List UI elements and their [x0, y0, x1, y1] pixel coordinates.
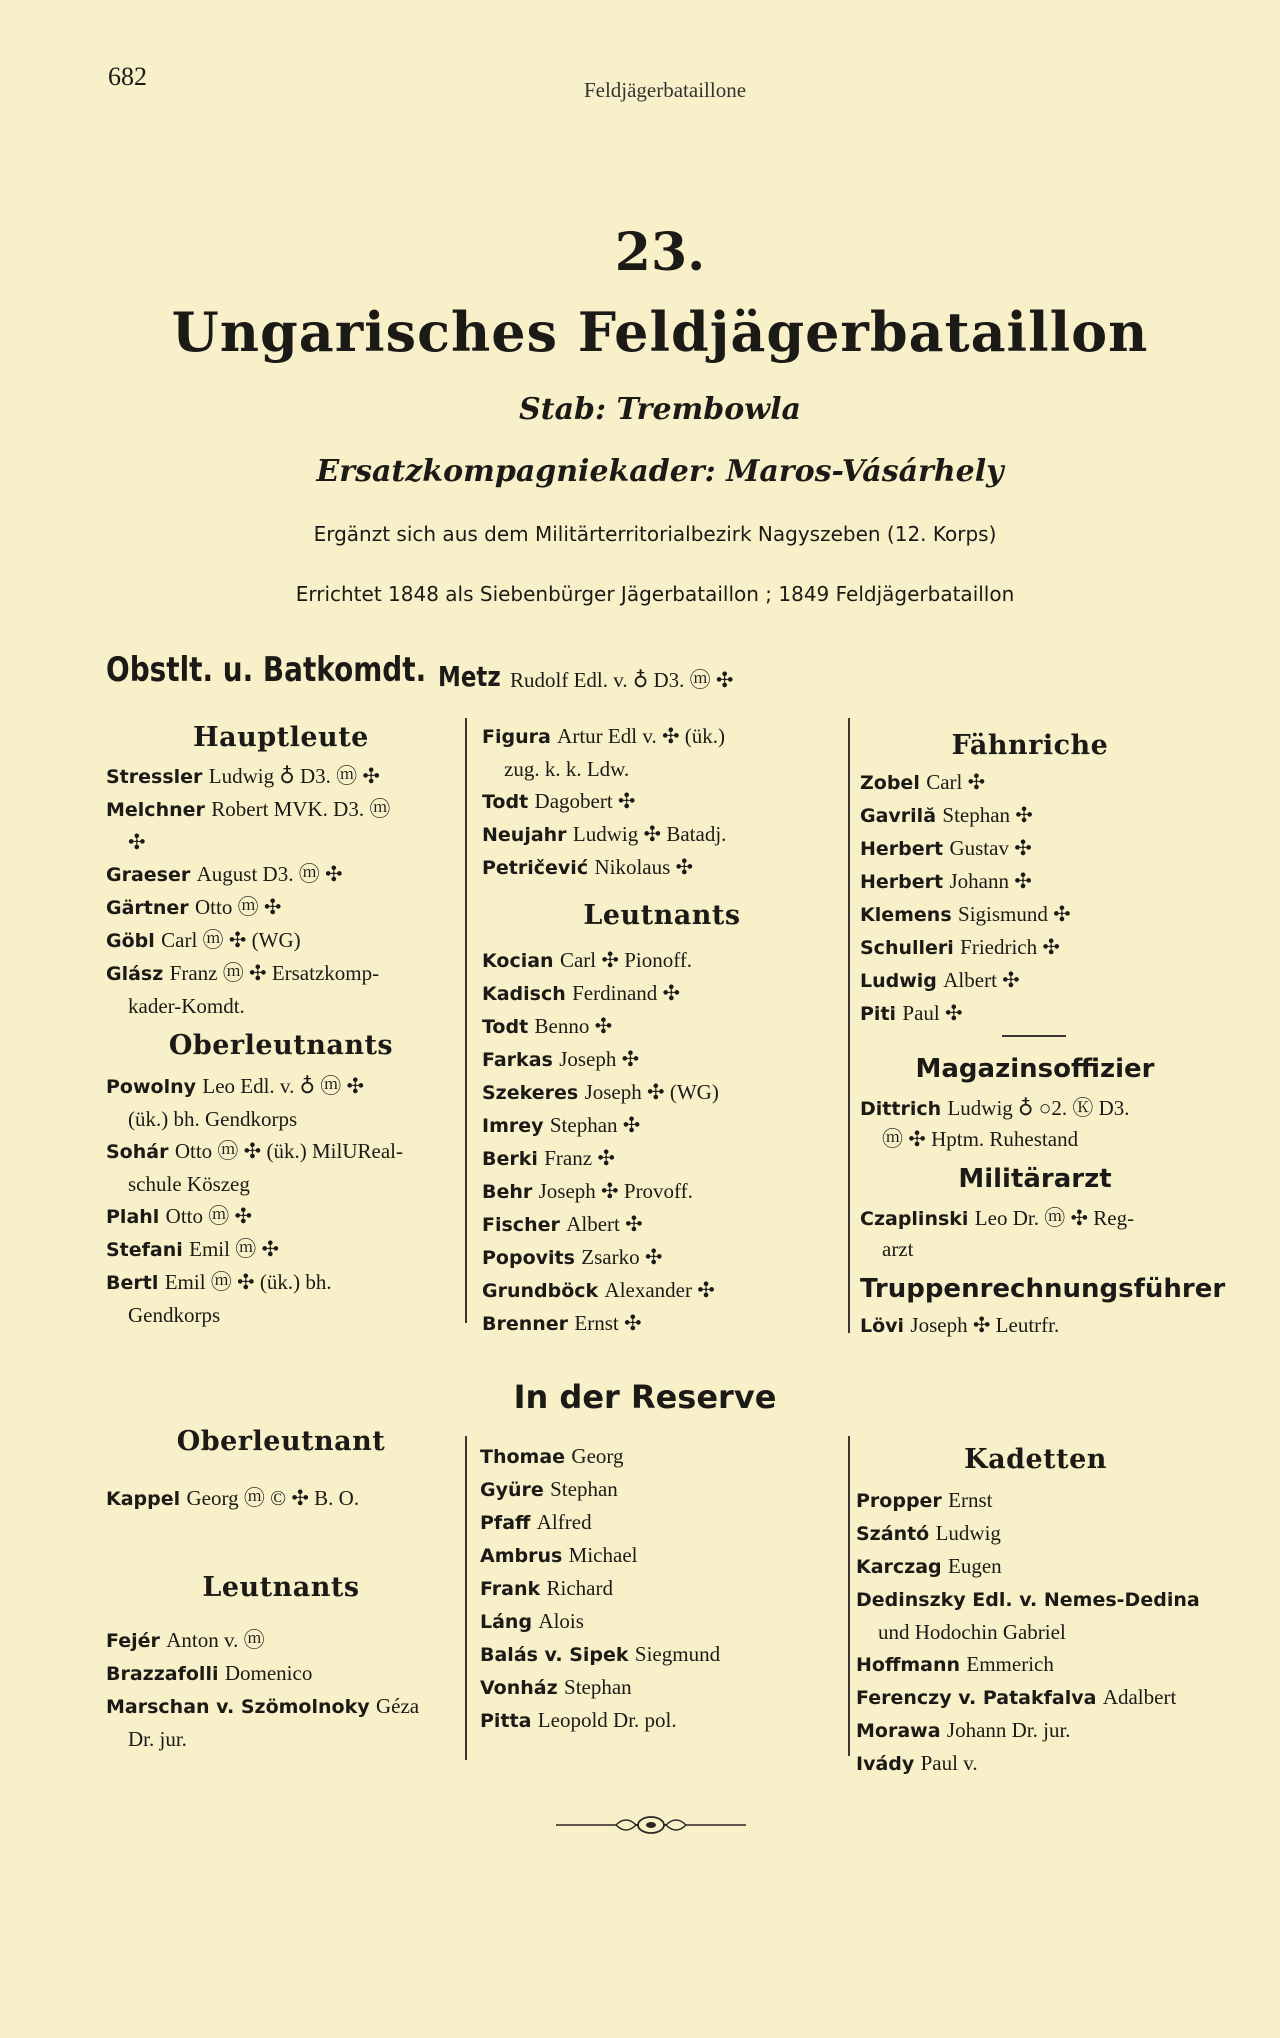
entry-details: zug. k. k. Ldw. — [504, 757, 630, 781]
oberleutnants-list — [106, 1070, 461, 1331]
entry-surname: Dedinszky Edl. v. Nemes-Dedina — [856, 1589, 1200, 1611]
name-entry — [482, 944, 842, 977]
entry-surname: Czaplinski — [860, 1208, 969, 1230]
entry-details: Joseph ✣ — [559, 1047, 640, 1071]
name-entry — [860, 964, 1210, 997]
heading-truppenrechnungsfuehrer: Truppenrechnungsführer — [860, 1274, 1226, 1304]
entry-details: Alois — [538, 1609, 584, 1633]
entry-details: Zsarko ✣ — [581, 1245, 663, 1269]
entry-surname: Pitta — [480, 1710, 532, 1732]
entry-details: Alexander ✣ — [604, 1278, 715, 1302]
magazin-list — [860, 1093, 1220, 1154]
column-divider-2 — [848, 718, 850, 1333]
entry-surname: Kocian — [482, 950, 554, 972]
entry-surname: Plahl — [106, 1206, 160, 1228]
name-entry — [856, 1747, 1226, 1780]
entry-details: Leo Dr. ⓜ ✣ Reg- — [974, 1206, 1135, 1230]
entry-details: Stephan — [550, 1477, 618, 1501]
entry-surname: Balás v. Sipek — [480, 1644, 629, 1666]
entry-details: Domenico — [224, 1661, 313, 1685]
entry-surname: Stefani — [106, 1239, 183, 1261]
entry-details: Franz ⓜ ✣ Ersatzkomp- — [169, 961, 380, 985]
entry-details: Robert MVK. D3. ⓜ — [211, 797, 391, 821]
entry-surname: Herbert — [860, 838, 944, 860]
name-entry — [860, 766, 1210, 799]
heading-kadetten: Kadetten — [964, 1444, 1107, 1475]
battalion-number: 23. — [614, 222, 706, 283]
entry-details: Gustav ✣ — [949, 836, 1032, 860]
heading-magazinsoffizier: Magazinsoffizier — [915, 1054, 1155, 1084]
name-entry — [856, 1616, 1226, 1648]
entry-surname: Lövi — [860, 1315, 905, 1337]
entry-details: Leopold Dr. pol. — [537, 1708, 677, 1732]
entry-details: Adalbert — [1102, 1685, 1177, 1709]
entry-surname: Láng — [480, 1611, 533, 1633]
name-entry — [106, 1200, 461, 1233]
entry-surname: Thomae — [480, 1446, 566, 1468]
entry-surname: Fejér — [106, 1630, 160, 1652]
name-entry — [480, 1605, 845, 1638]
entry-details: kader-Komdt. — [128, 994, 245, 1018]
name-entry — [482, 753, 842, 785]
entry-details: Joseph ✣ Leutrfr. — [910, 1313, 1060, 1337]
name-entry — [856, 1550, 1226, 1583]
heading-hauptleute: Hauptleute — [193, 722, 369, 753]
name-entry — [106, 1266, 461, 1299]
name-entry — [482, 1043, 842, 1076]
name-entry — [480, 1539, 845, 1572]
name-entry — [856, 1484, 1226, 1517]
name-entry — [106, 990, 461, 1022]
reserve-oberleutnant-list — [106, 1482, 466, 1515]
entry-details: Emil ⓜ ✣ (ük.) bh. — [164, 1270, 332, 1294]
name-entry — [860, 898, 1210, 931]
entry-surname: Schulleri — [860, 937, 954, 959]
entry-surname: Imrey — [482, 1115, 544, 1137]
name-entry — [856, 1681, 1226, 1714]
name-entry — [482, 1076, 842, 1109]
entry-surname: Fischer — [482, 1214, 560, 1236]
entry-details: Ludwig — [935, 1521, 1001, 1545]
name-entry — [860, 832, 1210, 865]
ergaenzt-line: Ergänzt sich aus dem Militärterritorialbezirk Nagyszeben (12. Korps) — [313, 522, 997, 546]
entry-surname: Bertl — [106, 1272, 159, 1294]
name-entry — [106, 1135, 461, 1168]
name-entry — [106, 1482, 466, 1515]
name-entry — [482, 785, 842, 818]
entry-details: Johann ✣ — [949, 869, 1032, 893]
entry-surname: Gavrilă — [860, 805, 937, 827]
name-entry — [106, 1070, 461, 1103]
entry-details: Carl ✣ Pionoff. — [559, 948, 693, 972]
entry-details: August D3. ⓜ ✣ — [196, 862, 343, 886]
heading-faehnriche: Fähnriche — [951, 730, 1109, 761]
name-entry — [480, 1638, 845, 1671]
entry-details: Joseph ✣ (WG) — [584, 1080, 719, 1104]
entry-details: ✣ — [128, 830, 146, 854]
name-entry — [106, 1723, 466, 1755]
name-entry — [106, 1690, 466, 1723]
entry-details: Stephan ✣ — [549, 1113, 641, 1137]
faehnriche-list — [860, 766, 1210, 1030]
entry-details: Georg — [571, 1444, 624, 1468]
name-entry — [106, 1657, 466, 1690]
name-entry — [480, 1440, 845, 1473]
name-entry — [480, 1506, 845, 1539]
name-entry — [482, 1175, 842, 1208]
entry-details: Ernst ✣ — [574, 1311, 642, 1335]
entry-surname: Grundböck — [482, 1280, 599, 1302]
name-entry — [480, 1473, 845, 1506]
entry-surname: Farkas — [482, 1049, 553, 1071]
entry-details: schule Köszeg — [128, 1172, 250, 1196]
column-divider-1 — [465, 718, 467, 1323]
entry-surname: Szántó — [856, 1523, 930, 1545]
entry-details: Alfred — [536, 1510, 592, 1534]
entry-surname: Todt — [482, 791, 529, 813]
entry-details: Artur Edl v. ✣ (ük.) — [557, 724, 726, 748]
entry-details: Otto ⓜ ✣ — [195, 895, 282, 919]
heading-oberleutnants: Oberleutnants — [168, 1030, 394, 1061]
entry-details: Ferdinand ✣ — [572, 981, 681, 1005]
name-entry — [860, 1310, 1220, 1341]
entry-surname: Klemens — [860, 904, 952, 926]
rechnung-list — [860, 1310, 1220, 1341]
page-number: 682 — [108, 62, 147, 91]
reserve-leutnants-list — [106, 1624, 466, 1755]
entry-surname: Propper — [856, 1490, 942, 1512]
entry-details: Stephan — [564, 1675, 632, 1699]
entry-surname: Hoffmann — [856, 1654, 961, 1676]
name-entry — [860, 1124, 1220, 1154]
entry-details: Ludwig ♁ D3. ⓜ ✣ — [208, 764, 381, 788]
name-entry — [860, 1093, 1220, 1124]
name-entry — [860, 1234, 1220, 1264]
name-entry — [482, 818, 842, 851]
name-entry — [106, 1299, 461, 1331]
entry-surname: Gyüre — [480, 1479, 544, 1501]
ersatz-line: Ersatzkompagniekader: Maros-Vásárhely — [316, 454, 1004, 489]
name-entry — [106, 1233, 461, 1266]
name-entry — [856, 1583, 1226, 1616]
entry-surname: Glász — [106, 963, 164, 985]
entry-details: Paul ✣ — [902, 1001, 963, 1025]
name-entry — [856, 1714, 1226, 1747]
name-entry — [860, 997, 1210, 1030]
entry-details: Albert ✣ — [566, 1212, 643, 1236]
entry-details: Eugen — [948, 1554, 1002, 1578]
commander-rank: Obstlt. u. Batkomdt. — [106, 650, 427, 690]
entry-surname: Karczag — [856, 1556, 942, 1578]
name-entry — [856, 1517, 1226, 1550]
name-entry — [860, 865, 1210, 898]
name-entry — [106, 793, 461, 826]
heading-leutnants: Leutnants — [583, 900, 741, 931]
errichtet-line: Errichtet 1848 als Siebenbürger Jägerbataillon ; 1849 Feldjägerbataillon — [295, 582, 1015, 606]
entry-surname: Sohár — [106, 1141, 169, 1163]
entry-details: Anton v. ⓜ — [166, 1628, 265, 1652]
entry-surname: Szekeres — [482, 1082, 579, 1104]
name-entry — [106, 1168, 461, 1200]
name-entry — [482, 1241, 842, 1274]
heading-reserve-leutnants: Leutnants — [202, 1572, 360, 1603]
name-entry — [482, 977, 842, 1010]
kadetten-list — [856, 1484, 1226, 1780]
name-entry — [860, 799, 1210, 832]
name-entry — [482, 1208, 842, 1241]
entry-details: Carl ✣ — [926, 770, 986, 794]
reserve-title: In der Reserve — [513, 1378, 777, 1416]
name-entry — [106, 760, 461, 793]
name-entry — [482, 1274, 842, 1307]
entry-details: Albert ✣ — [943, 968, 1020, 992]
name-entry — [860, 931, 1210, 964]
name-entry — [106, 858, 461, 891]
leutnants-list — [482, 944, 842, 1340]
commander-surname: Metz — [438, 660, 501, 693]
entry-surname: Graeser — [106, 864, 191, 886]
entry-surname: Kappel — [106, 1488, 181, 1510]
entry-surname: Brenner — [482, 1313, 569, 1335]
reserve-divider-2 — [848, 1436, 850, 1756]
entry-details: (ük.) bh. Gendkorps — [128, 1107, 298, 1131]
arzt-list — [860, 1203, 1220, 1264]
entry-surname: Figura — [482, 726, 551, 748]
stab-line: Stab: Trembowla — [519, 392, 801, 427]
entry-surname: Morawa — [856, 1720, 941, 1742]
name-entry — [480, 1704, 845, 1737]
entry-details: arzt — [882, 1237, 914, 1261]
entry-surname: Brazzafolli — [106, 1663, 219, 1685]
name-entry — [482, 1307, 842, 1340]
name-entry — [482, 851, 842, 884]
entry-details: Georg ⓜ © ✣ B. O. — [186, 1486, 360, 1510]
entry-surname: Behr — [482, 1181, 533, 1203]
entry-surname: Frank — [480, 1578, 541, 1600]
entry-details: Benno ✣ — [534, 1014, 613, 1038]
entry-details: Géza — [375, 1694, 420, 1718]
entry-details: Ludwig ✣ Batadj. — [572, 822, 727, 846]
entry-details: Friedrich ✣ — [960, 935, 1060, 959]
entry-details: und Hodochin Gabriel — [878, 1620, 1066, 1644]
entry-details: Otto ⓜ ✣ — [165, 1204, 253, 1228]
entry-details: Siegmund — [634, 1642, 721, 1666]
commander-details: Rudolf Edl. v. ♁ D3. ⓜ ✣ — [510, 668, 734, 692]
entry-surname: Ludwig — [860, 970, 937, 992]
entry-details: Gendkorps — [128, 1303, 221, 1327]
entry-surname: Petričević — [482, 857, 589, 879]
name-entry — [860, 1203, 1220, 1234]
entry-details: Emil ⓜ ✣ — [189, 1237, 280, 1261]
entry-details: Stephan ✣ — [942, 803, 1033, 827]
entry-surname: Göbl — [106, 930, 155, 952]
entry-surname: Todt — [482, 1016, 529, 1038]
name-entry — [106, 957, 461, 990]
heading-militaerarzt: Militärarzt — [958, 1164, 1112, 1194]
name-entry — [480, 1671, 845, 1704]
entry-surname: Gärtner — [106, 897, 189, 919]
heading-reserve-oberleutnant: Oberleutnant — [176, 1426, 386, 1457]
entry-details: Dagobert ✣ — [534, 789, 636, 813]
name-entry — [106, 924, 461, 957]
entry-surname: Popovits — [482, 1247, 575, 1269]
entry-surname: Ferenczy v. Patakfalva — [856, 1687, 1097, 1709]
entry-surname: Melchner — [106, 799, 205, 821]
entry-details: Richard — [546, 1576, 613, 1600]
entry-surname: Ambrus — [480, 1545, 563, 1567]
entry-details: Dr. jur. — [128, 1727, 187, 1751]
col2-top-list — [482, 720, 842, 884]
running-head: Feldjägerbataillone — [583, 78, 747, 102]
entry-details: Carl ⓜ ✣ (WG) — [161, 928, 301, 952]
entry-details: Otto ⓜ ✣ (ük.) MilUReal- — [174, 1139, 403, 1163]
entry-surname: Dittrich — [860, 1098, 942, 1120]
entry-details: Joseph ✣ Provoff. — [538, 1179, 693, 1203]
entry-details: Paul v. — [920, 1751, 978, 1775]
name-entry — [482, 1010, 842, 1043]
entry-surname: Herbert — [860, 871, 944, 893]
entry-details: Emmerich — [966, 1652, 1054, 1676]
battalion-title: Ungarisches Feldjägerbataillon — [171, 300, 1149, 364]
name-entry — [106, 1624, 466, 1657]
end-ornament — [556, 1810, 746, 1840]
entry-surname: Kadisch — [482, 983, 566, 1005]
name-entry — [480, 1572, 845, 1605]
entry-details: Ernst — [948, 1488, 993, 1512]
entry-details: Ludwig ♁ ○2. Ⓚ D3. — [947, 1096, 1130, 1120]
entry-details: Leo Edl. v. ♁ ⓜ ✣ — [202, 1074, 365, 1098]
entry-surname: Zobel — [860, 772, 920, 794]
entry-surname: Berki — [482, 1148, 538, 1170]
entry-surname: Pfaff — [480, 1512, 531, 1534]
separator-rule — [1002, 1035, 1066, 1037]
entry-surname: Marschan v. Szömolnoky — [106, 1696, 370, 1718]
reserve-col2-list — [480, 1440, 845, 1737]
entry-details: ⓜ ✣ Hptm. Ruhestand — [882, 1127, 1079, 1151]
entry-details: Sigismund ✣ — [958, 902, 1071, 926]
entry-details: Johann Dr. jur. — [946, 1718, 1071, 1742]
name-entry — [106, 1103, 461, 1135]
entry-surname: Ivády — [856, 1753, 915, 1775]
name-entry — [482, 1109, 842, 1142]
entry-details: Nikolaus ✣ — [594, 855, 694, 879]
name-entry — [106, 891, 461, 924]
name-entry — [482, 1142, 842, 1175]
hauptleute-list — [106, 760, 461, 1022]
entry-surname: Vonház — [480, 1677, 558, 1699]
entry-surname: Neujahr — [482, 824, 567, 846]
entry-details: Franz ✣ — [544, 1146, 615, 1170]
entry-details: Michael — [568, 1543, 638, 1567]
entry-surname: Piti — [860, 1003, 897, 1025]
entry-surname: Stressler — [106, 766, 203, 788]
entry-surname: Powolny — [106, 1076, 197, 1098]
name-entry — [106, 826, 461, 858]
name-entry — [856, 1648, 1226, 1681]
name-entry — [482, 720, 842, 753]
